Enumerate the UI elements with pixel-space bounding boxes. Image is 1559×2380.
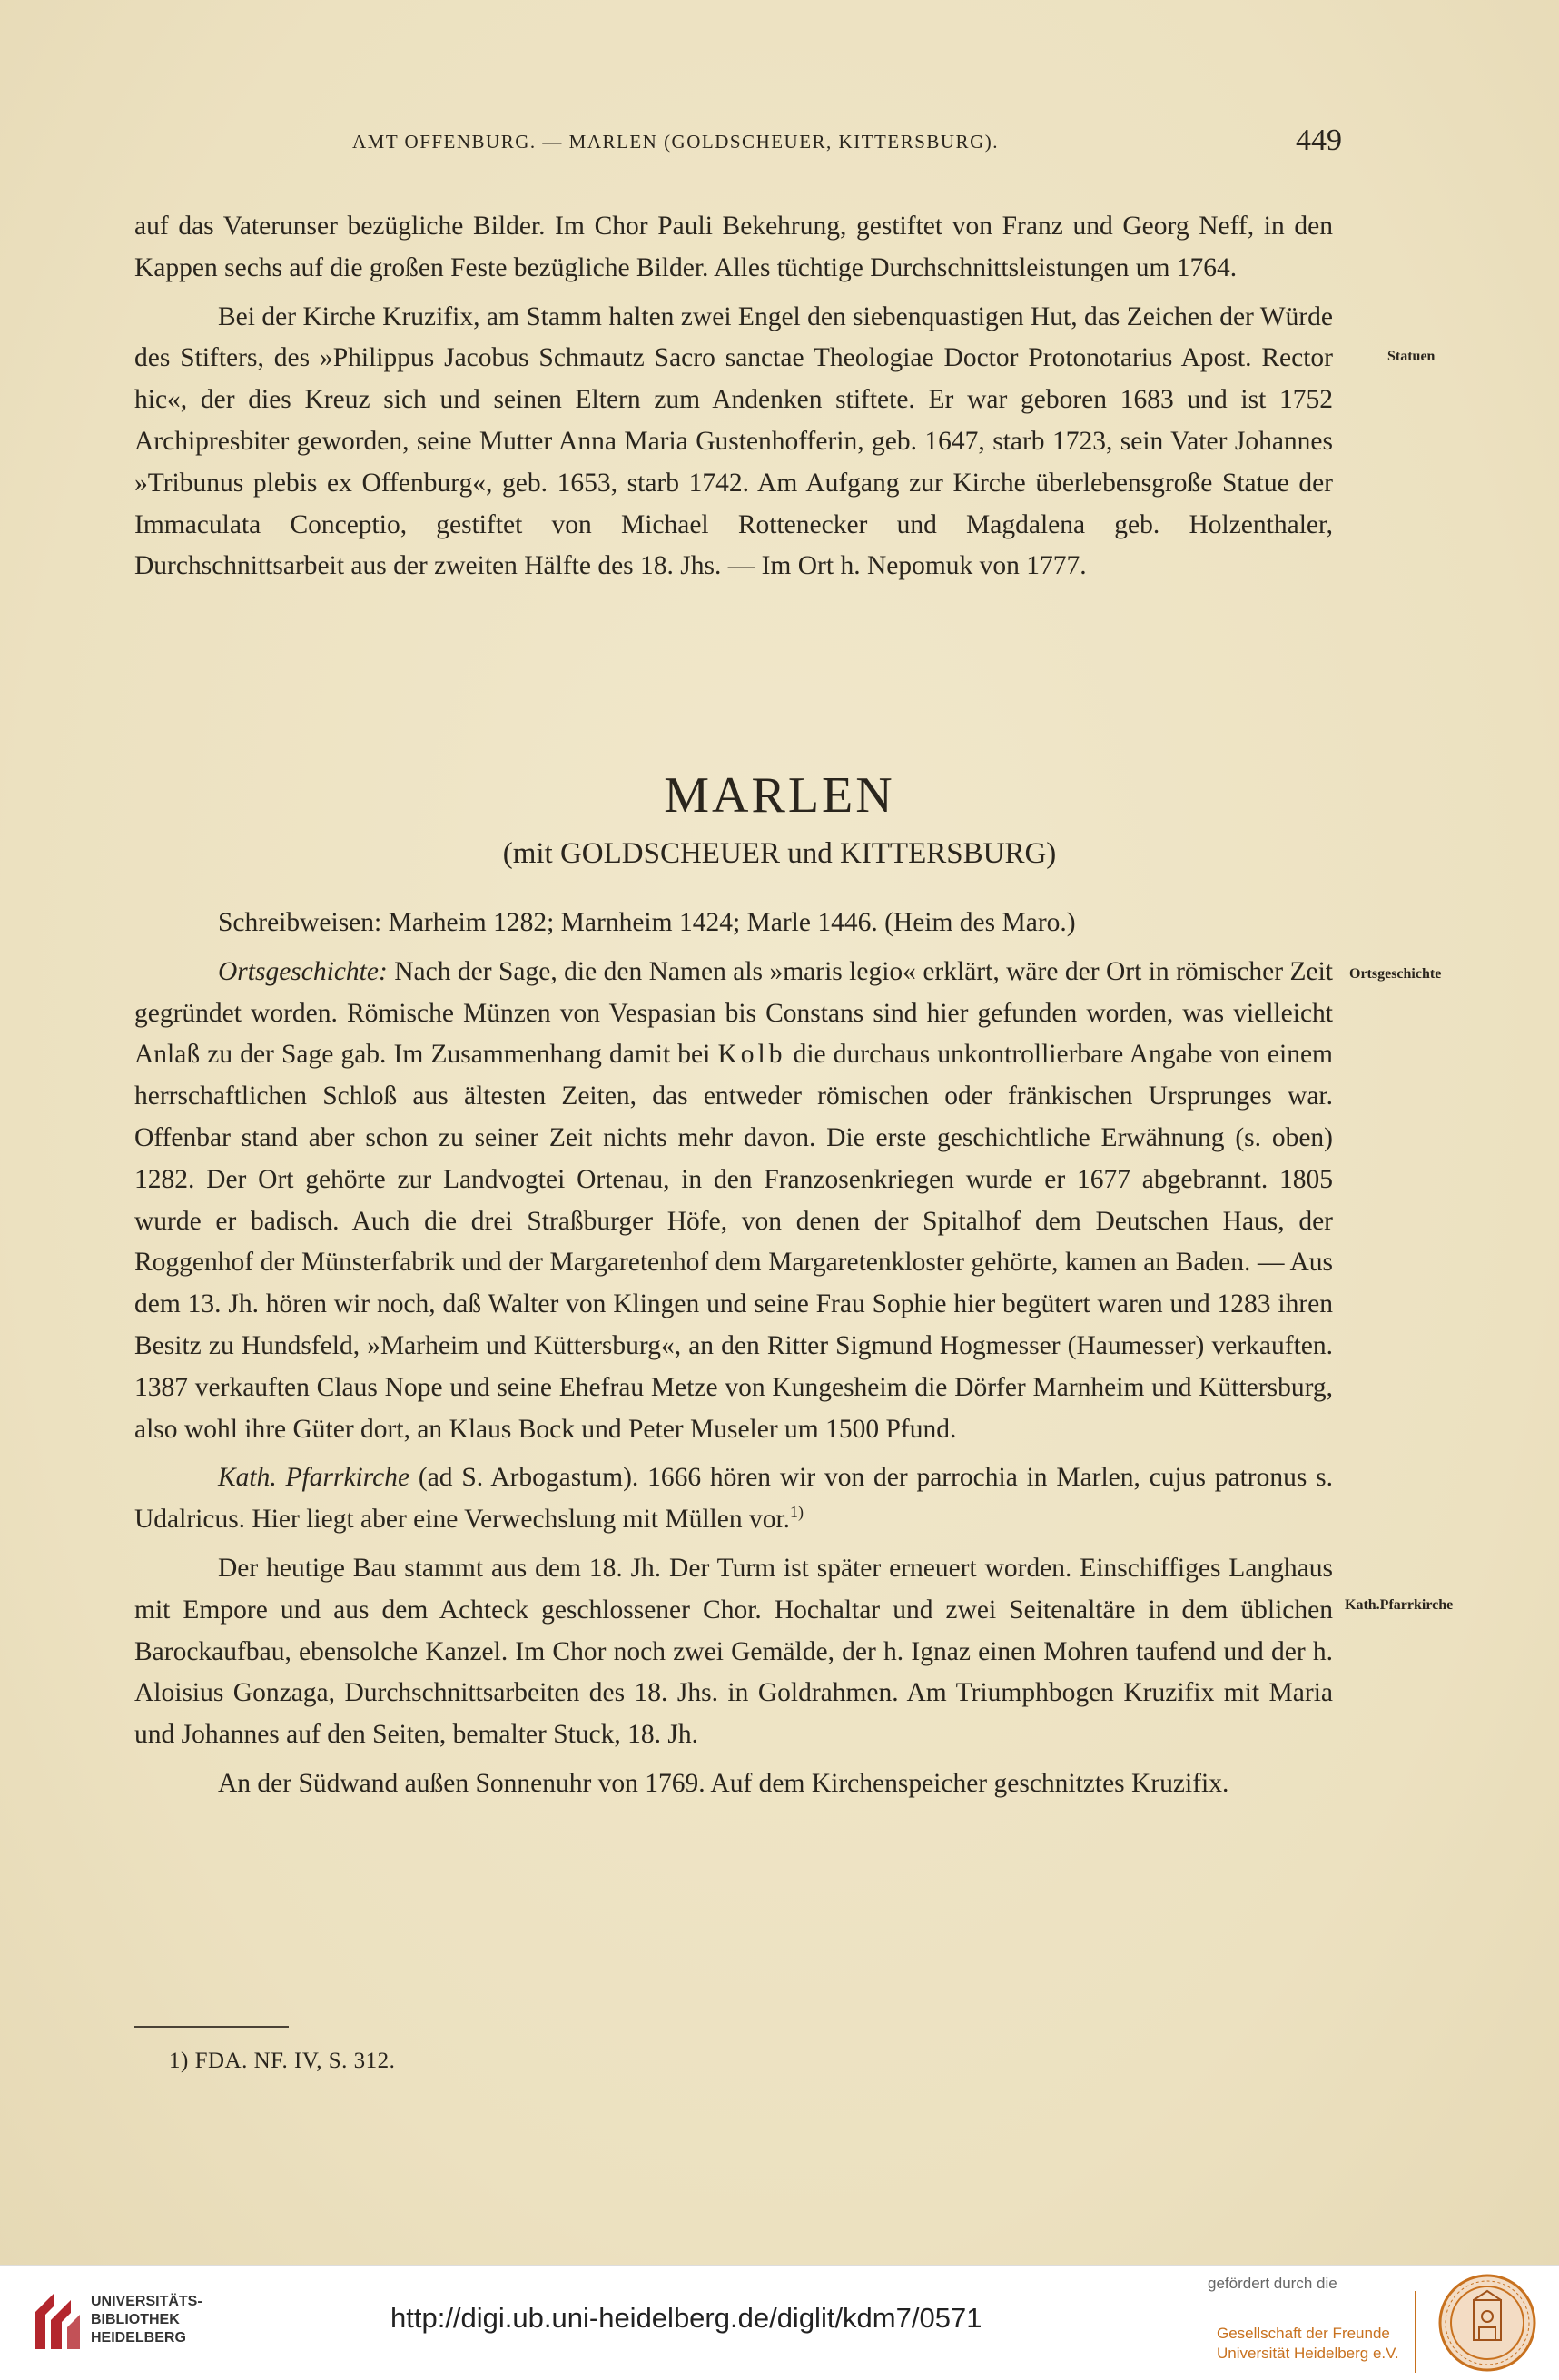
permalink-url[interactable]: http://digi.ub.uni-heidelberg.de/diglit/kdm7/0571 [390, 2302, 982, 2334]
paragraph-bau: Der heutige Bau stammt aus dem 18. Jh. Der Turm ist später erneuert worden. Einschiffiges Langhaus mit Empore und aus dem Achteck geschlossener Chor. Hochaltar und zwei Seitenaltäre in dem üblichen Barockaufbau, ebensolche Kanzel. Im Chor noch zwei Gemälde, der h. Ignaz einen Mohren taufend und der h. Aloisius Gonzaga, Durchschnittsarbeiten des 18. Jhs. in Goldrahmen. Am Triumphbogen Kruzifix mit Maria und Johannes auf den Seiten, bemalter Stuck, 18. Jh. [134, 1553, 1333, 1750]
kolb-name: Kolb [717, 1040, 786, 1070]
university-seal-icon[interactable] [1437, 2273, 1537, 2373]
sponsor-name-line: Universität Heidelberg e.V. [1217, 2345, 1399, 2362]
footnote: 1) FDA. NF. IV, S. 312. [169, 2049, 396, 2073]
marginal-note-pfarrkirche: Kath.Pfarrkirche [1345, 1597, 1454, 1613]
main-text [134, 903, 1333, 1805]
footnote-reference[interactable]: 1) [790, 1503, 804, 1522]
section-title: MARLEN [664, 767, 895, 824]
paragraph-ortsgeschichte [134, 952, 1333, 1451]
ortsgeschichte-text-2: die durchaus unkontrollierbare Angabe von einem herrschaftlichen Schloß aus ältesten Zeiten, das entweder römischen oder fränkischen Ursprunges war. Offenbar stand aber schon zu seiner Zeit nichts mehr davon. Die erste geschichtliche Erwähnung (s. oben) 1282. Der Ort gehörte zur Landvogtei Ortenau, in den Franzosenkriegen wurde er 1677 abgebrannt. 1805 wurde er badisch. Auch die drei Straßburger Höfe, von denen der Spitalhof dem Deutschen Haus, der Roggenhof der Münsterfabrik und der Margaretenhof dem Margaretenkloster gehörte, kamen an Baden. — Aus dem 13. Jh. hören wir noch, daß Walter von Klingen und seine Frau Sophie hier begütert waren und 1283 ihren Besitz zu Hundsfeld, »Marheim und Küttersburg«, an den Ritter Sigmund Hogmesser (Haumesser) verkauften. 1387 verkauften Claus Nope und seine Ehefrau Metze von Kungesheim die Dörfer Marnheim und Küttersburg, also wohl ihre Güter dort, an Klaus Bock und Peter Museler um 1500 Pfund. [134, 1040, 1333, 1444]
ub-heidelberg-logo-icon[interactable] [27, 2286, 84, 2358]
library-name-line: BIBLIOTHEK [91, 2312, 180, 2327]
footnote-divider [134, 2026, 289, 2028]
library-name [91, 2293, 202, 2347]
intro-text [134, 206, 1333, 588]
pfarrkirche-text: (ad S. Arbogastum). 1666 hören wir von der parrochia in Marlen, cujus patronus s. Udalricus. Hier liegt aber eine Verwechslung mit Müllen vor. [134, 1463, 1333, 1535]
paragraph-schreibweisen: Schreibweisen: Marheim 1282; Marnheim 1424; Marle 1446. (Heim des Maro.) [218, 908, 1076, 937]
sponsor-label: gefördert durch die [1208, 2275, 1337, 2292]
page-header [352, 123, 1342, 163]
page-number: 449 [1296, 123, 1342, 157]
ortsgeschichte-label: Ortsgeschichte: [218, 956, 388, 986]
paragraph-suedwand: An der Südwand außen Sonnenuhr von 1769. Auf dem Kirchenspeicher geschnitztes Kruzifix. [218, 1768, 1229, 1798]
sponsor-divider [1415, 2291, 1416, 2373]
section-subtitle: (mit GOLDSCHEUER und KITTERSBURG) [502, 837, 1057, 870]
section-heading [0, 768, 1559, 872]
sponsor-name[interactable] [1217, 2324, 1399, 2364]
library-name-line: UNIVERSITÄTS- [91, 2294, 202, 2309]
marginal-note-statuen: Statuen [1387, 349, 1436, 364]
sponsor-name-line: Gesellschaft der Freunde [1217, 2325, 1390, 2342]
footer-bar [0, 2265, 1559, 2380]
running-head: AMT OFFENBURG. — MARLEN (GOLDSCHEUER, KITTERSBURG). [352, 131, 999, 153]
library-name-line: HEIDELBERG [91, 2330, 186, 2345]
marginal-note-ortsgeschichte: Ortsgeschichte [1349, 966, 1442, 982]
paragraph: auf das Vaterunser bezügliche Bilder. Im Chor Pauli Bekehrung, gestiftet von Franz und Georg Neff, in den Kappen sechs auf die großen Feste bezügliche Bilder. Alles tüchtige Durchschnittsleistungen um 1764. [134, 212, 1333, 282]
paragraph-pfarrkirche [134, 1457, 1333, 1541]
paragraph: Bei der Kirche Kruzifix, am Stamm halten zwei Engel den siebenquastigen Hut, das Zeichen der Würde des Stifters, des »Philippus Jacobus Schmautz Sacro sanctae Theologiae Doctor Protonotarius Apost. Rector hic«, der dies Kreuz sich und seinen Eltern zum Andenken stiftete. Er war geboren 1683 und ist 1752 Archipresbiter geworden, seine Mutter Anna Maria Gustenhofferin, geb. 1647, starb 1723, sein Vater Johannes »Tribunus plebis ex Offenburg«, geb. 1653, starb 1742. Am Aufgang zur Kirche überlebensgroße Statue der Immaculata Conceptio, gestiftet von Michael Rottenecker und Magdalena geb. Holzenthaler, Durchschnittsarbeit aus der zweiten Hälfte des 18. Jhs. — Im Ort h. Nepomuk von 1777. [134, 301, 1333, 581]
pfarrkirche-label: Kath. Pfarrkirche [218, 1463, 410, 1493]
ortsgeschichte-text-1: Nach der Sage, die den Namen als »maris legio« erklärt, wäre der Ort in römischer Zeit gegründet worden. Römische Münzen von Vespasian bis Constans sind hier gefunden worden, was vielleicht Anlaß zu der Sage gab. Im Zusammenhang damit bei [134, 956, 1333, 1070]
